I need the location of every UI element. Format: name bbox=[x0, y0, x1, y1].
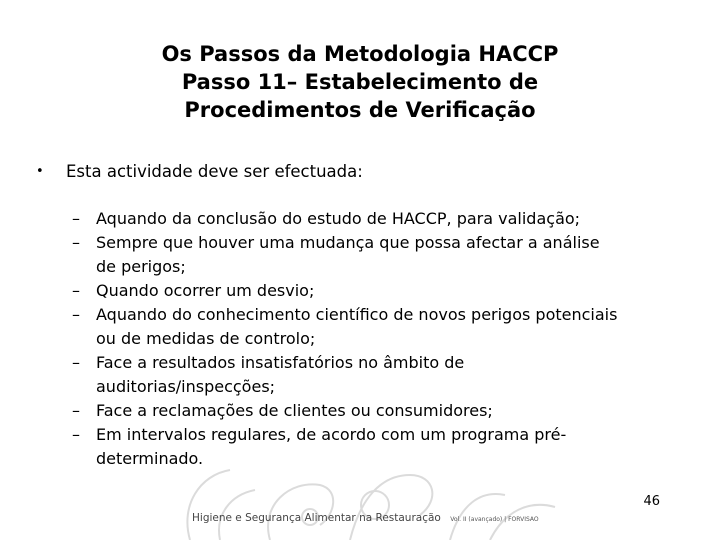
list-item-text: Aquando da conclusão do estudo de HACCP, para validação; bbox=[96, 209, 581, 228]
footer-small-text: Vol. II (avançado) | FORVISAO bbox=[450, 516, 539, 523]
dash-icon: – bbox=[72, 353, 80, 372]
dash-icon: – bbox=[72, 425, 80, 444]
title-line-3: Procedimentos de Verificação bbox=[184, 98, 536, 122]
footer-text: Higiene e Segurança Alimentar na Restauração bbox=[192, 512, 441, 524]
dash-icon: – bbox=[72, 209, 80, 228]
bullet-dot-icon: • bbox=[36, 164, 44, 179]
list-item-text-continued: determinado. bbox=[96, 449, 204, 468]
list-item-text: Em intervalos regulares, de acordo com um programa pré- bbox=[96, 425, 567, 444]
main-bullet-text: Esta actividade deve ser efectuada: bbox=[66, 162, 363, 181]
list-item-text: Quando ocorrer um desvio; bbox=[96, 281, 315, 300]
dash-icon: – bbox=[72, 401, 80, 420]
list-item bbox=[72, 303, 692, 351]
page-number: 46 bbox=[643, 494, 660, 509]
dash-icon: – bbox=[72, 305, 80, 324]
slide-title bbox=[60, 40, 660, 124]
list-item-text-continued: de perigos; bbox=[96, 257, 186, 276]
list-item bbox=[72, 231, 692, 279]
list-item-text-continued: auditorias/inspecções; bbox=[96, 377, 276, 396]
list-item-text: Face a resultados insatisfatórios no âmbito de bbox=[96, 353, 465, 372]
list-item-text: Sempre que houver uma mudança que possa afectar a análise bbox=[96, 233, 600, 252]
list-item-text: Face a reclamações de clientes ou consumidores; bbox=[96, 401, 493, 420]
dash-icon: – bbox=[72, 233, 80, 252]
title-line-2: Passo 11– Estabelecimento de bbox=[181, 70, 539, 94]
list-item bbox=[72, 399, 692, 423]
list-item bbox=[72, 207, 692, 231]
title-line-1: Os Passos da Metodologia HACCP bbox=[161, 42, 559, 66]
list-item bbox=[72, 423, 692, 471]
list-item-text: Aquando do conhecimento científico de novos perigos potenciais bbox=[96, 305, 618, 324]
dash-icon: – bbox=[72, 281, 80, 300]
footer bbox=[192, 512, 539, 524]
list-item bbox=[72, 351, 692, 399]
list-item bbox=[72, 279, 692, 303]
sub-bullet-list bbox=[72, 207, 692, 471]
list-item-text-continued: ou de medidas de controlo; bbox=[96, 329, 316, 348]
